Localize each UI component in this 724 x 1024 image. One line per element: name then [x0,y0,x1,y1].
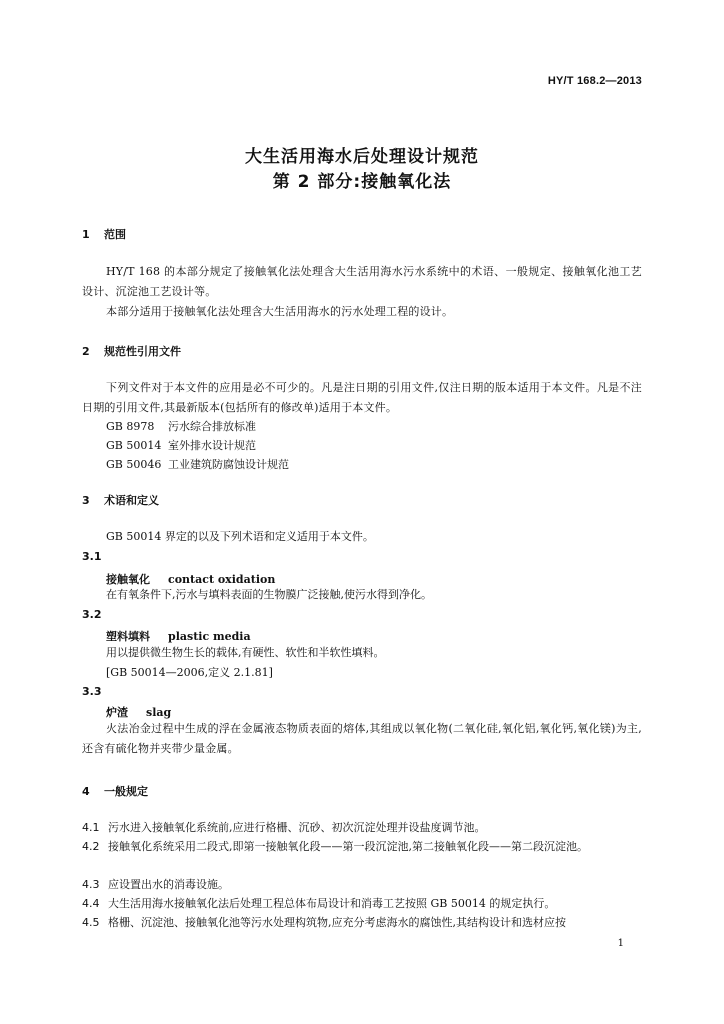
term-number: 3.1 [82,550,102,563]
section-number: 3 [82,494,90,507]
clause-item [82,875,642,894]
section-1-paragraph-1: HY/T 168 的本部分规定了接触氧化法处理含大生活用海水污水系统中的术语、一般规定、接触氧化池工艺设计、沉淀池工艺设计等。 [82,265,642,298]
section-title: 一般规定 [104,785,148,798]
section-2-heading [82,343,181,359]
term-english: contact oxidation [168,573,276,586]
clause-item [82,818,642,837]
section-3-intro: GB 50014 界定的以及下列术语和定义适用于本文件。 [106,530,374,543]
term-english: slag [146,706,172,719]
clause-number: 4.4 [82,897,100,910]
clause-text: 格栅、沉淀池、接触氧化池等污水处理构筑物,应充分考虑海水的腐蚀性,其结构设计和选材应按 [108,916,566,929]
reference-code: GB 8978 [106,420,155,433]
term-source: [GB 50014—2006,定义 2.1.81] [106,666,273,679]
reference-item [106,437,256,453]
standard-code: HY/T 168.2—2013 [547,75,642,87]
page-number: 1 [617,938,624,949]
term-definition: 在有氧条件下,污水与填料表面的生物膜广泛接触,使污水得到净化。 [106,588,432,601]
reference-item [106,456,289,472]
section-number: 4 [82,785,90,798]
clause-text: 大生活用海水接触氧化法后处理工程总体布局设计和消毒工艺按照 GB 50014 的规定执行。 [108,897,556,910]
term-chinese: 接触氧化 [106,573,150,586]
clause-text: 污水进入接触氧化系统前,应进行格栅、沉砂、初次沉淀处理并设盐度调节池。 [108,821,486,834]
section-1-heading [82,226,126,242]
term-number: 3.2 [82,608,102,621]
section-4-heading [82,783,148,799]
reference-name: 污水综合排放标准 [168,420,256,433]
term-entry [106,628,251,644]
clause-item [82,894,642,913]
section-3-heading [82,492,159,508]
reference-code: GB 50014 [106,439,162,452]
clause-number: 4.2 [82,840,100,853]
clause-number: 4.3 [82,878,100,891]
term-chinese: 塑料填料 [106,630,150,643]
section-number: 1 [82,228,90,241]
section-title: 术语和定义 [104,494,159,507]
document-subtitle: 第 2 部分:接触氧化法 [272,172,452,192]
section-number: 2 [82,345,90,358]
document-title: 大生活用海水后处理设计规范 [245,147,479,167]
clause-text: 应设置出水的消毒设施。 [108,878,229,891]
reference-name: 工业建筑防腐蚀设计规范 [168,458,289,471]
reference-item [106,418,256,434]
reference-name: 室外排水设计规范 [168,439,256,452]
clause-number: 4.1 [82,821,100,834]
section-title: 规范性引用文件 [104,345,181,358]
term-definition: 火法冶金过程中生成的浮在金属液态物质表面的熔体,其组成以氧化物(二氧化硅,氧化铝,氧化钙,氧化镁)为主,还含有硫化物并夹带少量金属。 [82,722,642,755]
clause-item [82,837,642,856]
clause-item [82,913,642,932]
section-2-paragraph: 下列文件对于本文件的应用是必不可少的。凡是注日期的引用文件,仅注日期的版本适用于本文件。凡是不注日期的引用文件,其最新版本(包括所有的修改单)适用于本文件。 [82,381,642,414]
clause-number: 4.5 [82,916,100,929]
section-1-paragraph-2: 本部分适用于接触氧化法处理含大生活用海水的污水处理工程的设计。 [106,305,454,318]
term-entry [106,704,171,720]
reference-code: GB 50046 [106,458,162,471]
term-chinese: 炉渣 [106,706,128,719]
term-definition: 用以提供微生物生长的载体,有硬性、软性和半软性填料。 [106,646,385,659]
term-number: 3.3 [82,685,102,698]
section-title: 范围 [104,228,126,241]
clause-text: 接触氧化系统采用二段式,即第一接触氧化段——第一段沉淀池,第二接触氧化段——第二段沉淀池。 [108,840,588,853]
term-english: plastic media [168,630,251,643]
